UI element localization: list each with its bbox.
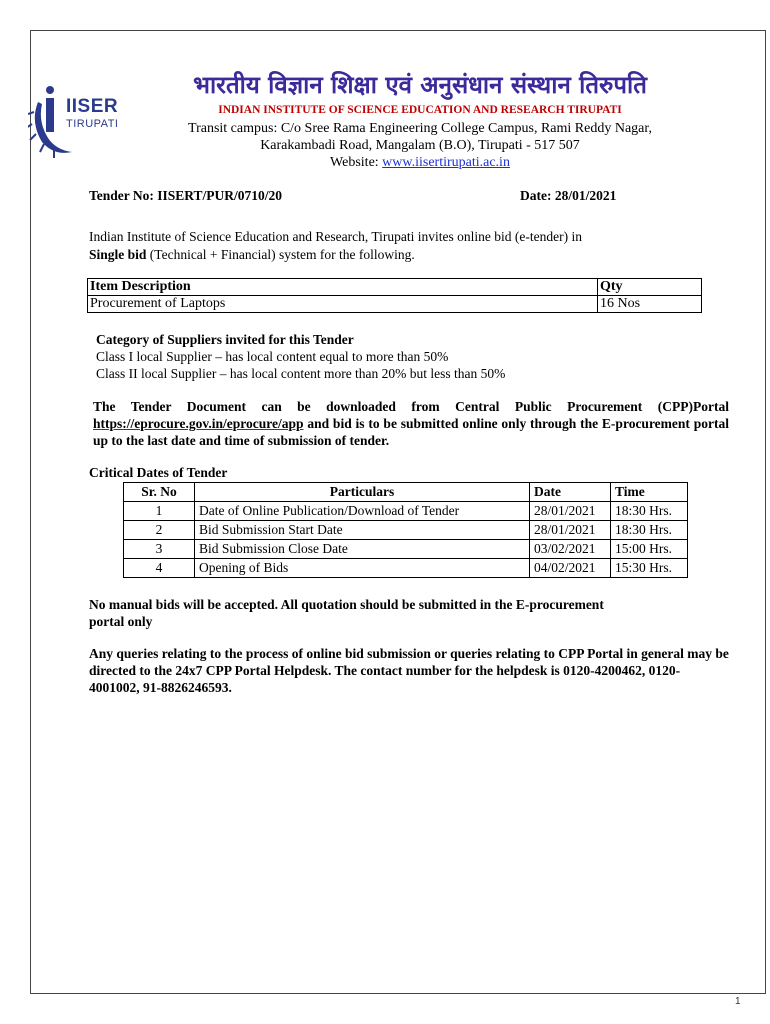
website-line [130, 154, 710, 171]
sr-no-cell: 2 [124, 521, 195, 540]
logo-text-main: IISER [66, 96, 119, 117]
website-label: Website: [330, 155, 383, 170]
time-cell: 15:00 Hrs. [611, 540, 688, 559]
intro-bold: Single bid [89, 247, 147, 262]
time-cell: 18:30 Hrs. [611, 521, 688, 540]
particulars-cell: Bid Submission Close Date [195, 540, 530, 559]
particulars-cell: Bid Submission Start Date [195, 521, 530, 540]
hindi-title: भारतीय विज्ञान शिक्षा एवं अनुसंधान संस्थान तिरुपति [193, 71, 647, 99]
time-header: Time [611, 483, 688, 502]
item-table [87, 278, 702, 313]
address-line-1: Transit campus: C/o Sree Rama Engineering College Campus, Rami Reddy Nagar, [188, 121, 652, 136]
sr-no-cell: 4 [124, 559, 195, 578]
date-cell: 28/01/2021 [530, 502, 611, 521]
date-header: Date [530, 483, 611, 502]
item-table-header [88, 279, 702, 296]
category-class-2: Class II local Supplier – has local content more than 20% but less than 50% [96, 366, 506, 381]
dates-table-header [124, 483, 688, 502]
intro-rest: (Technical + Financial) system for the following. [146, 247, 415, 262]
intro-line-1: Indian Institute of Science Education and Research, Tirupati invites online bid (e-tender) in [89, 229, 582, 244]
critical-dates-title: Critical Dates of Tender [89, 465, 228, 480]
item-qty-cell: 16 Nos [598, 296, 702, 313]
table-row [124, 521, 688, 540]
time-cell: 18:30 Hrs. [611, 502, 688, 521]
address-block [130, 120, 710, 171]
no-manual-bids-notice: No manual bids will be accepted. All quotation should be submitted in the E-procurement portal only [89, 597, 604, 629]
intro-paragraph [89, 228, 729, 264]
tender-date: Date: 28/01/2021 [520, 188, 617, 203]
website-link[interactable]: www.iisertirupati.ac.in [382, 155, 510, 170]
english-title: INDIAN INSTITUTE OF SCIENCE EDUCATION AND RESEARCH TIRUPATI [218, 104, 622, 116]
notice-part-1: The Tender Document can be downloaded from Central Public Procurement (CPP)Portal [93, 399, 729, 414]
logo-text-sub: TIRUPATI [66, 118, 119, 130]
sr-no-cell: 1 [124, 502, 195, 521]
supplier-category [96, 331, 505, 382]
item-qty-header: Qty [598, 279, 702, 296]
time-cell: 15:30 Hrs. [611, 559, 688, 578]
table-row [124, 540, 688, 559]
eprocure-link[interactable]: https://eprocure.gov.in/eprocure/app [93, 416, 304, 431]
address-line-2: Karakambadi Road, Mangalam (B.O), Tirupati - 517 507 [260, 138, 580, 153]
item-desc-header: Item Description [88, 279, 598, 296]
date-cell: 03/02/2021 [530, 540, 611, 559]
critical-dates-table [123, 482, 688, 578]
date-cell: 04/02/2021 [530, 559, 611, 578]
download-notice [93, 398, 729, 449]
particulars-header: Particulars [195, 483, 530, 502]
category-class-1: Class I local Supplier – has local content equal to more than 50% [96, 349, 449, 364]
category-title: Category of Suppliers invited for this Tender [96, 332, 354, 347]
item-desc-cell: Procurement of Laptops [88, 296, 598, 313]
table-row [124, 502, 688, 521]
date-cell: 28/01/2021 [530, 521, 611, 540]
table-row [124, 559, 688, 578]
queries-helpdesk-notice: Any queries relating to the process of online bid submission or queries relating to CPP Portal in general may be directed to the 24x7 CPP Portal Helpdesk. The contact number for the helpdesk is 0120-4200462, 0120-4001002, 91-8826246593. [89, 646, 729, 695]
notice-part-2: and bid is to be submitted online only through the E-procurement portal up to the last date and time of submission of tender. [93, 416, 729, 448]
page-number: 1 [735, 996, 741, 1007]
particulars-cell: Date of Online Publication/Download of Tender [195, 502, 530, 521]
sr-no-header: Sr. No [124, 483, 195, 502]
sr-no-cell: 3 [124, 540, 195, 559]
tender-number: Tender No: IISERT/PUR/0710/20 [89, 188, 283, 203]
table-row [88, 296, 702, 313]
particulars-cell: Opening of Bids [195, 559, 530, 578]
